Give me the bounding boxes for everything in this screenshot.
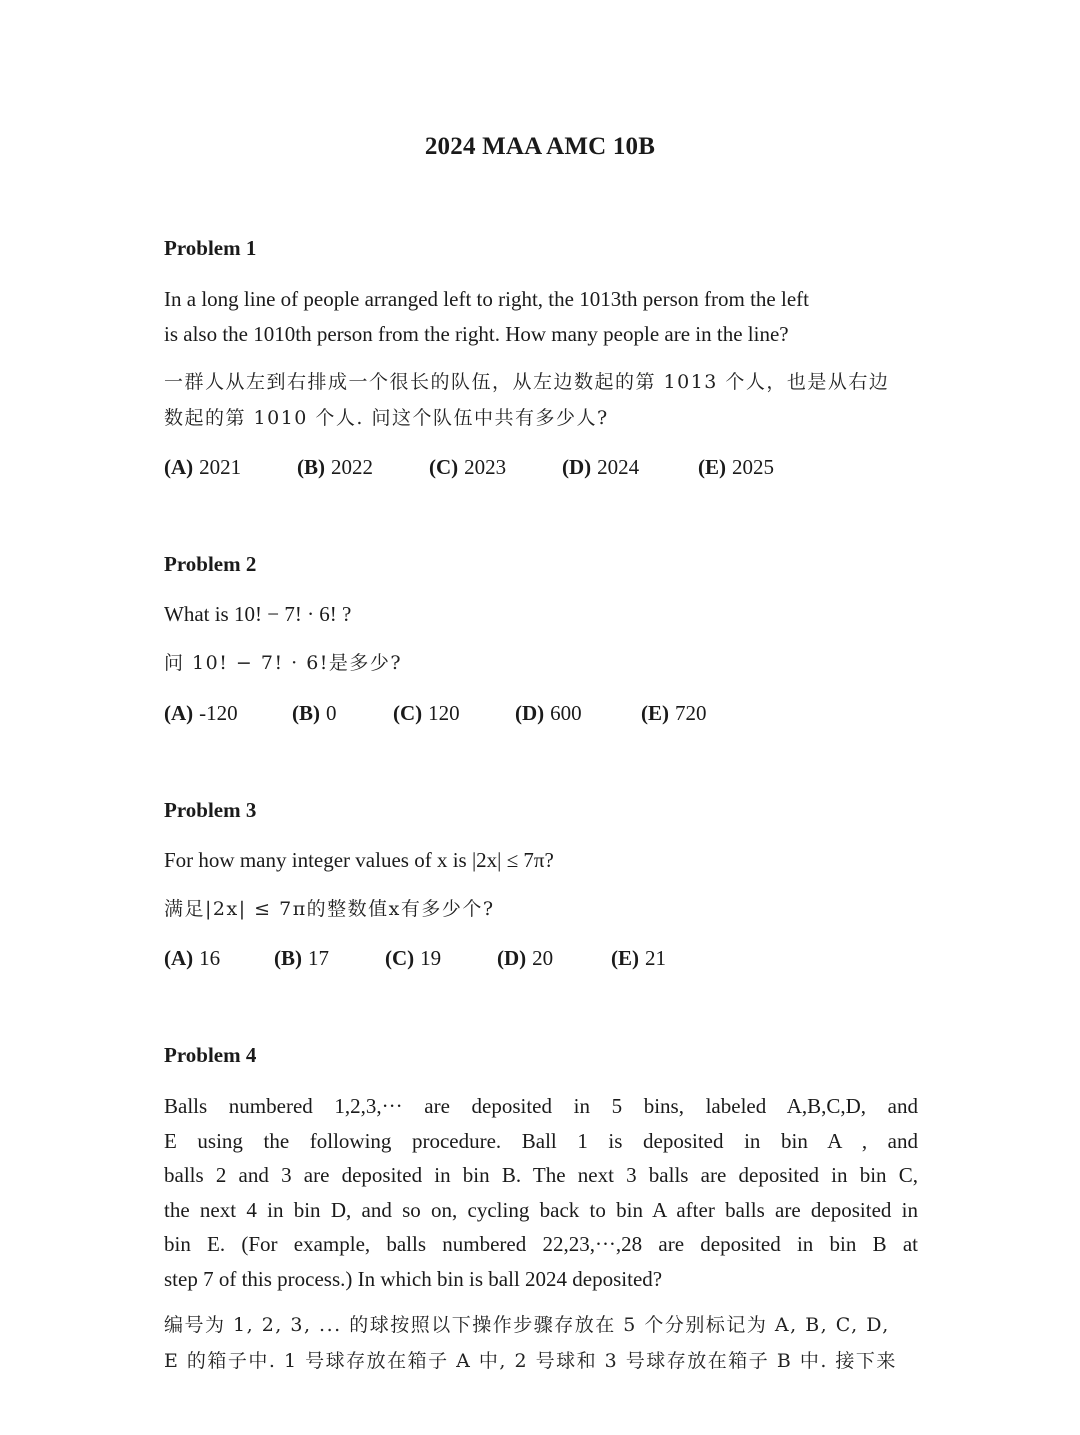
problem-3-english-text	[164, 843, 918, 878]
problem-4-en-line-4: the next 4 in bin D, and so on, cycling back to bin A after balls are deposited in	[164, 1197, 918, 1222]
choice-e[interactable]: (E) 720	[641, 701, 707, 725]
problem-2-cn-line-1: 问 10! − 7! · 6!是多少?	[164, 652, 403, 674]
choice-a[interactable]: (A) -120	[164, 701, 238, 725]
problem-4-en-line-6: step 7 of this process.) In which bin is ball 2024 deposited?	[164, 1266, 663, 1291]
problem-2-english-text	[164, 597, 918, 632]
problem-4-en-line-2: E using the following procedure. Ball 1 is deposited in bin A , and	[164, 1128, 918, 1153]
problem-2-chinese-text	[164, 645, 924, 681]
problem-4-en-line-5: bin E. (For example, balls numbered 22,23,···,28 are deposited in bin B at	[164, 1232, 918, 1256]
problem-2-heading: Problem 2	[164, 552, 257, 576]
choice-d[interactable]: (D) 2024	[562, 455, 640, 479]
problem-4-cn-line-2: E 的箱子中. 1 号球存放在箱子 A 中, 2 号球和 3 号球存放在箱子 B 中. 接下来	[164, 1350, 897, 1372]
choice-c[interactable]: (C) 120	[393, 701, 460, 725]
choice-a[interactable]: (A) 2021	[164, 455, 242, 479]
page-title: 2024 MAA AMC 10B	[424, 133, 656, 160]
problem-4-english-text	[164, 1089, 918, 1296]
problem-3-choices	[164, 946, 924, 974]
choice-c[interactable]: (C) 2023	[429, 455, 507, 479]
problem-3-chinese-text	[164, 891, 924, 927]
choice-e[interactable]: (E) 2025	[698, 455, 774, 479]
problem-3-heading: Problem 3	[164, 798, 257, 822]
problem-2-choices	[164, 701, 924, 729]
choice-b[interactable]: (B) 2022	[297, 455, 373, 479]
choice-a[interactable]: (A) 16	[164, 946, 221, 970]
choice-d[interactable]: (D) 600	[515, 701, 582, 725]
problem-1-cn-line-2: 数起的第 1010 个人. 问这个队伍中共有多少人?	[164, 407, 609, 429]
problem-2-en-line-1: What is 10! − 7! · 6! ?	[164, 602, 352, 626]
problem-1-en-line-1: In a long line of people arranged left to right, the 1013th person from the left	[164, 287, 809, 311]
problem-4-chinese-text	[164, 1307, 924, 1379]
problem-3-cn-line-1: 满足|2x| ≤ 7π的整数值x有多少个?	[164, 898, 495, 920]
choice-d[interactable]: (D) 20	[497, 946, 554, 970]
choice-e[interactable]: (E) 21	[611, 946, 666, 970]
problem-4-heading: Problem 4	[164, 1043, 257, 1067]
problem-1-heading: Problem 1	[164, 236, 257, 260]
problem-1-chinese-text	[164, 364, 924, 436]
problem-4-en-line-3: balls 2 and 3 are deposited in bin B. The next 3 balls are deposited in bin C,	[164, 1163, 918, 1187]
problem-4-cn-line-1: 编号为 1, 2, 3, ... 的球按照以下操作步骤存放在 5 个分别标记为 A, B, C, D,	[164, 1314, 890, 1336]
problem-1-en-line-2: is also the 1010th person from the right. How many people are in the line?	[164, 321, 789, 346]
choice-b[interactable]: (B) 0	[292, 701, 337, 725]
choice-b[interactable]: (B) 17	[274, 946, 329, 970]
problem-1-choices	[164, 455, 924, 483]
problem-1-english-text	[164, 282, 918, 351]
problem-3-en-line-1: For how many integer values of x is |2x| ≤ 7π?	[164, 848, 554, 872]
problem-1-cn-line-1: 一群人从左到右排成一个很长的队伍，从左边数起的第 1013 个人，也是从右边	[164, 371, 890, 393]
problem-4-en-line-1: Balls numbered 1,2,3,··· are deposited in 5 bins, labeled A,B,C,D, and	[164, 1094, 918, 1118]
choice-c[interactable]: (C) 19	[385, 946, 442, 970]
